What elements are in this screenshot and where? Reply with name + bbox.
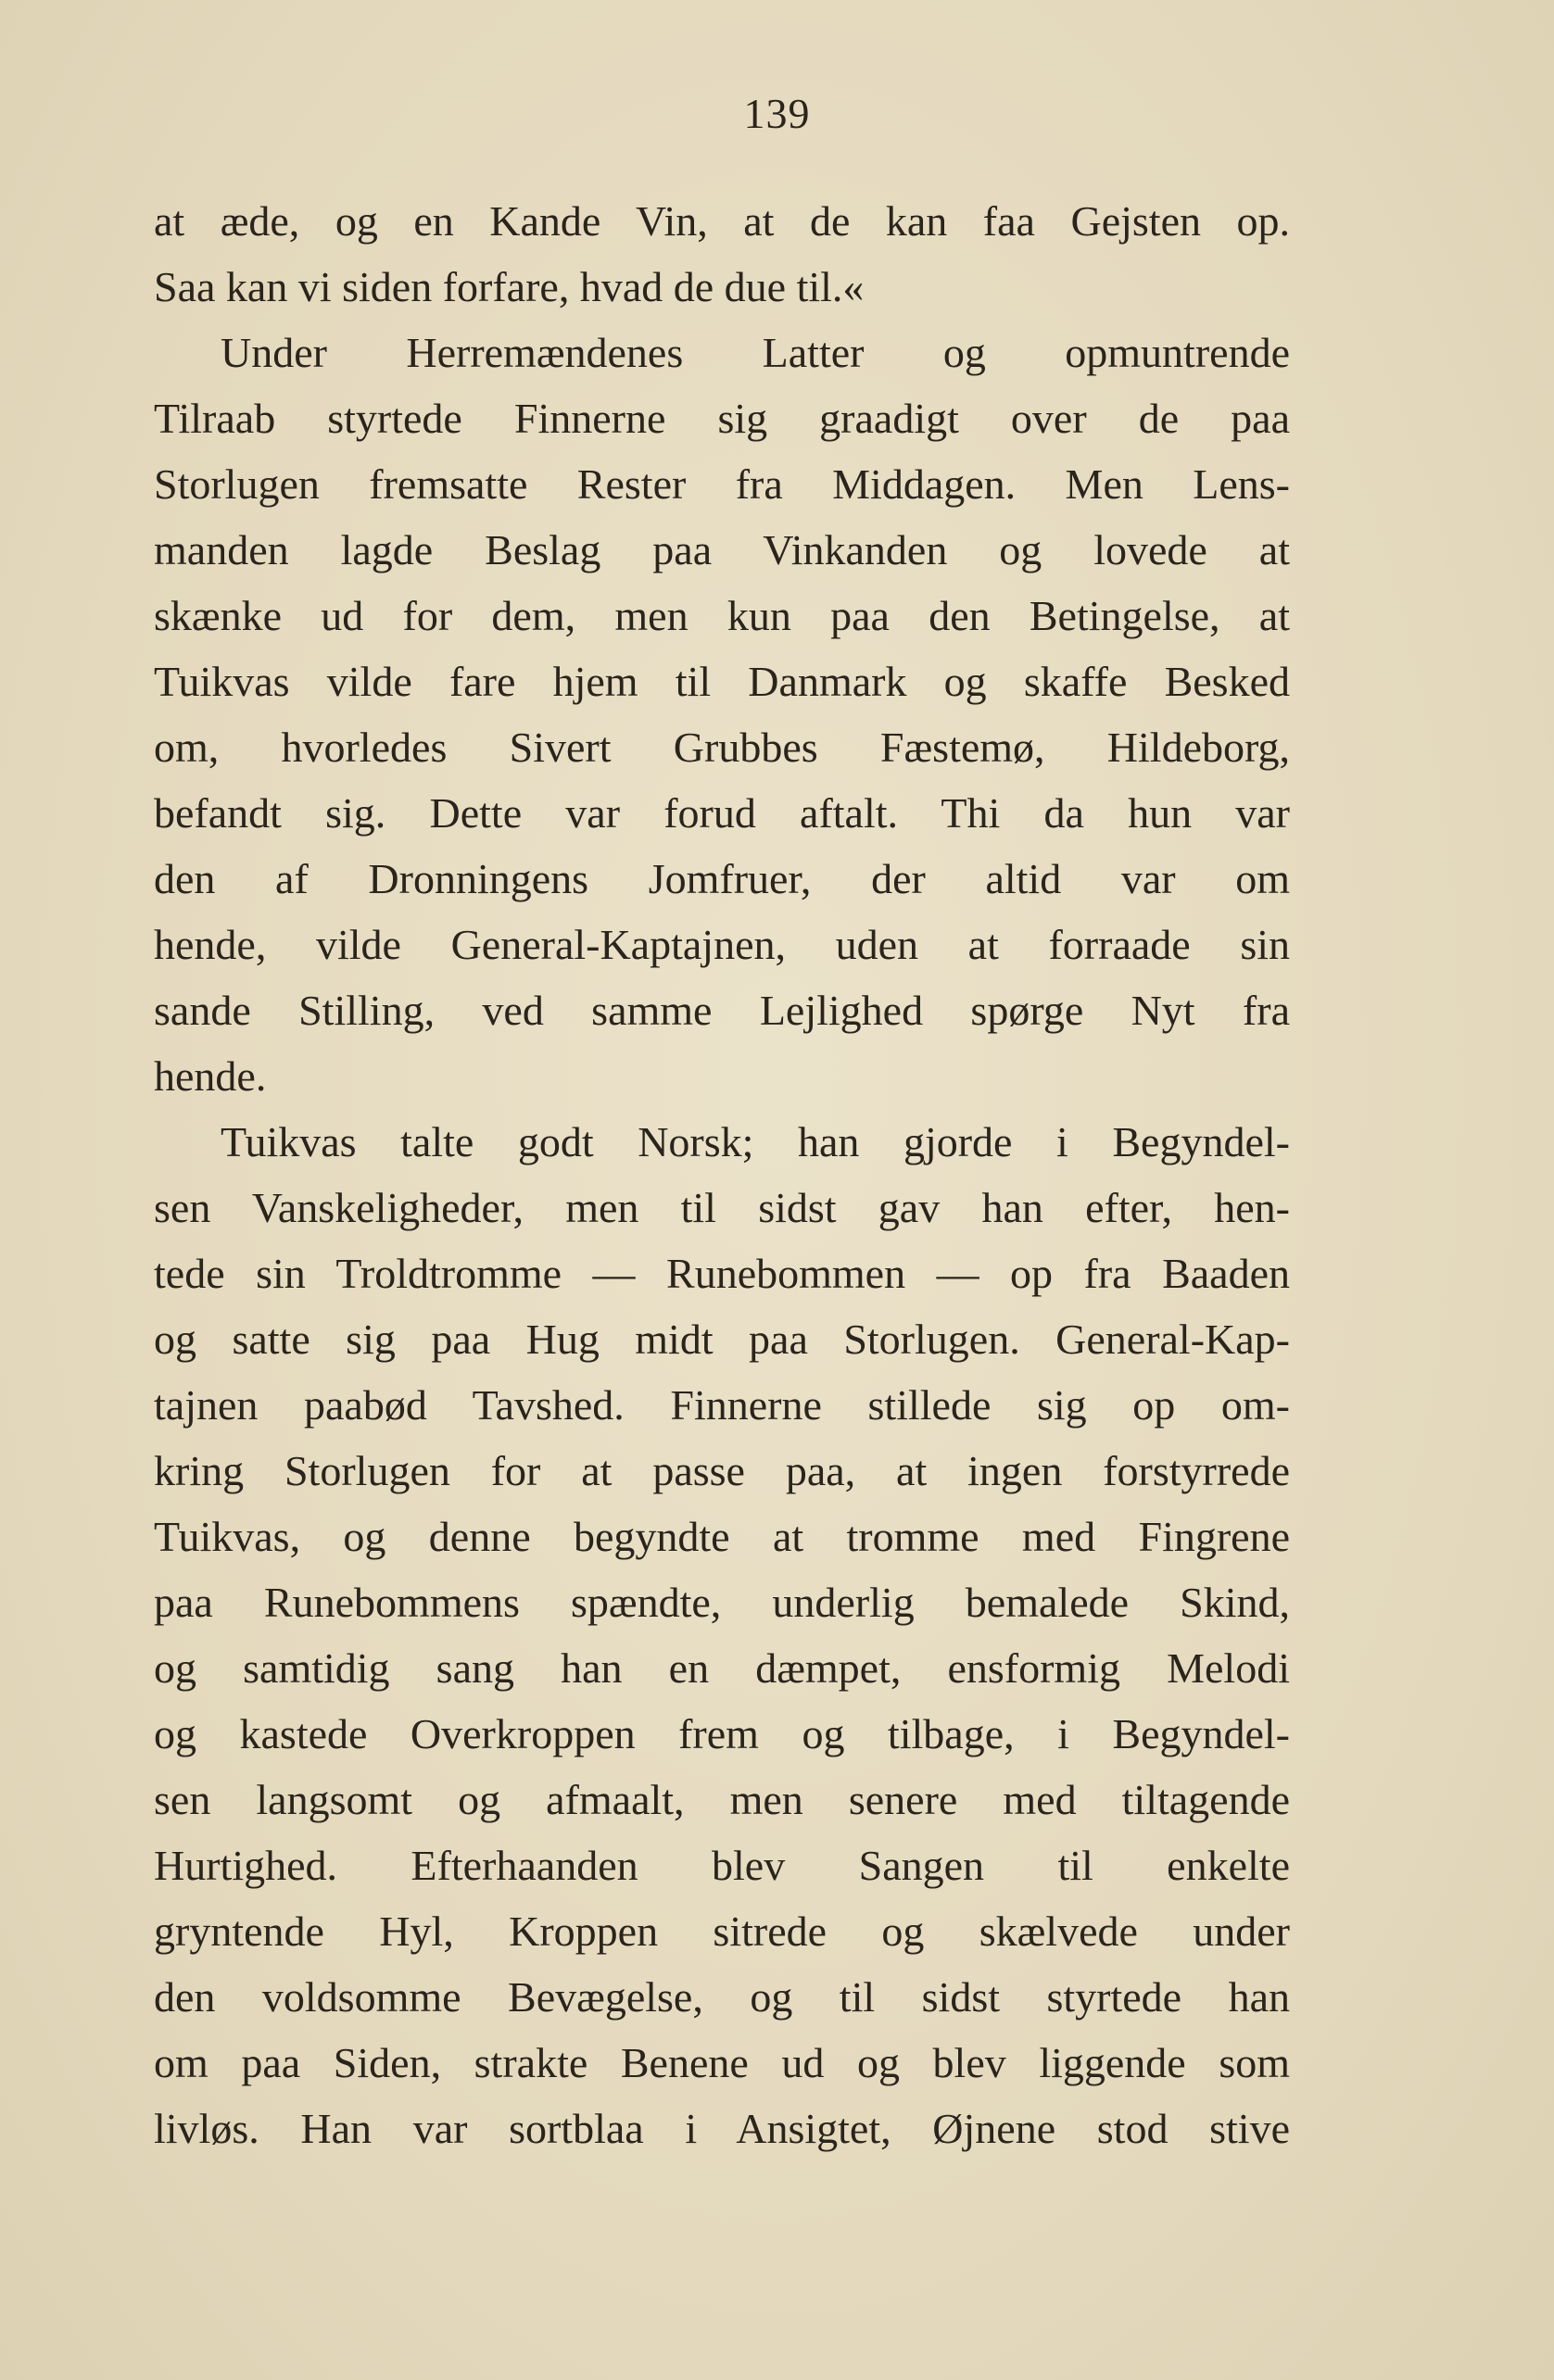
text-line: hende, vilde General-Kaptajnen, uden at forraade sin: [154, 921, 1290, 968]
text-line: og satte sig paa Hug midt paa Storlugen. General-Kap-: [154, 1316, 1290, 1363]
text-line: skænke ud for dem, men kun paa den Betingelse, at: [154, 592, 1290, 639]
text-line: gryntende Hyl, Kroppen sitrede og skælvede under: [154, 1908, 1290, 1955]
page-number: 139: [743, 90, 811, 137]
text-line: Tilraab styrtede Finnerne sig graadigt over de paa: [154, 395, 1290, 442]
text-line: paa Runebommens spændte, underlig bemalede Skind,: [154, 1579, 1290, 1626]
text-line: og samtidig sang han en dæmpet, ensformig Melodi: [154, 1644, 1290, 1692]
text-line: den af Dronningens Jomfruer, der altid var om: [154, 855, 1290, 902]
text-line: kring Storlugen for at passe paa, at ingen forstyrrede: [154, 1447, 1290, 1494]
text-line: befandt sig. Dette var forud aftalt. Thi da hun var: [154, 789, 1290, 837]
text-line: Tuikvas, og denne begyndte at tromme med Fingrene: [154, 1513, 1290, 1560]
text-line: Tuikvas talte godt Norsk; han gjorde i Begyndel-: [221, 1118, 1290, 1165]
text-line: manden lagde Beslag paa Vinkanden og lovede at: [154, 526, 1290, 573]
text-line: at æde, og en Kande Vin, at de kan faa Gejsten op.: [154, 197, 1290, 245]
text-line: Tuikvas vilde fare hjem til Danmark og skaffe Besked: [154, 658, 1290, 705]
text-line: tede sin Troldtromme — Runebommen — op fra Baaden: [154, 1250, 1290, 1297]
text-line: om paa Siden, strakte Benene ud og blev liggende som: [154, 2039, 1290, 2086]
text-line: om, hvorledes Sivert Grubbes Fæstemø, Hildeborg,: [154, 724, 1290, 771]
text-line: og kastede Overkroppen frem og tilbage, i Begyndel-: [154, 1710, 1290, 1757]
text-line: Under Herremændenes Latter og opmuntrende: [221, 329, 1290, 376]
text-line: sen langsomt og afmaalt, men senere med tiltagende: [154, 1776, 1290, 1823]
text-line: tajnen paabød Tavshed. Finnerne stillede sig op om-: [154, 1381, 1290, 1429]
text-line: hende.: [154, 1052, 267, 1100]
body-text: [154, 188, 1290, 2161]
text-line: Saa kan vi siden forfare, hvad de due til.«: [154, 263, 865, 310]
text-line: sen Vanskeligheder, men til sidst gav han efter, hen-: [154, 1184, 1290, 1231]
text-line: Hurtighed. Efterhaanden blev Sangen til enkelte: [154, 1842, 1290, 1889]
text-line: livløs. Han var sortblaa i Ansigtet, Øjnene stod stive: [154, 2105, 1290, 2152]
text-line: Storlugen fremsatte Rester fra Middagen. Men Lens-: [154, 460, 1290, 508]
text-line: den voldsomme Bevægelse, og til sidst styrtede han: [154, 1973, 1290, 2021]
text-line: sande Stilling, ved samme Lejlighed spørge Nyt fra: [154, 987, 1290, 1034]
